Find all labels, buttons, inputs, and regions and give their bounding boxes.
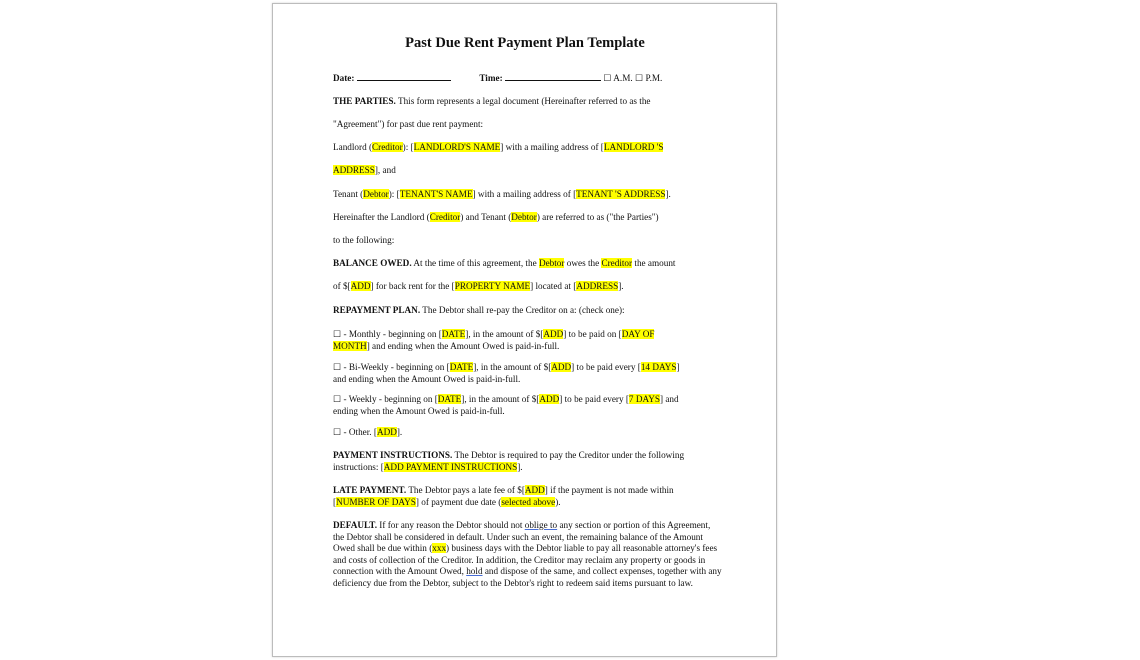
highlight-xxx: xxx [432, 543, 447, 553]
highlight-payment-instructions: ADD PAYMENT INSTRUCTIONS [383, 461, 518, 472]
date-blank[interactable] [357, 72, 451, 81]
landlord-line-1: Landlord (Creditor): [LANDLORD'S NAME] with a mailing address of [LANDLORD 'S [333, 142, 664, 152]
document-title: Past Due Rent Payment Plan Template [405, 35, 645, 51]
late-payment: LATE PAYMENT. The Debtor pays a late fee of $[ADD] if the payment is not made within [NUMBER OF DAYS] of payment due date (selected above). [333, 485, 674, 507]
highlight-property: PROPERTY NAME [454, 281, 531, 291]
date-time-line [333, 72, 662, 85]
balance-line-1: BALANCE OWED. At the time of this agreement, the Debtor owes the Creditor the amount [333, 258, 676, 268]
other-option[interactable]: ☐ - Other. [ADD]. [333, 427, 403, 437]
date-label: Date: [333, 73, 355, 83]
default-heading: DEFAULT. [333, 520, 377, 530]
highlight-number-of-days: NUMBER OF DAYS [336, 496, 416, 507]
highlight-creditor: Creditor [372, 142, 403, 152]
document-page [272, 3, 777, 657]
highlight-debtor: Debtor [363, 189, 389, 199]
highlight-address: ADDRESS [576, 281, 619, 291]
payment-instructions: PAYMENT INSTRUCTIONS. The Debtor is required to pay the Creditor under the following instructions: [ADD PAYMENT INSTRUCTIONS]. [333, 450, 685, 472]
balance-line-2: of $[ADD] for back rent for the [PROPERTY NAME] located at [ADDRESS]. [333, 281, 624, 291]
instructions-heading: PAYMENT INSTRUCTIONS. [333, 450, 453, 460]
repayment-heading: REPAYMENT PLAN. [333, 305, 421, 315]
following-line: to the following: [333, 235, 395, 245]
landlord-line-2: ADDRESS], and [333, 165, 396, 175]
weekly-option[interactable]: ☐ - Weekly - beginning on [DATE], in the amount of $[ADD] to be paid every [7 DAYS] and ending when the Amount Owed is paid-in-full. [333, 394, 679, 416]
highlight-landlord-name: LANDLORD'S NAME [413, 142, 501, 152]
balance-heading: BALANCE OWED. [333, 258, 412, 268]
time-label: Time: [479, 73, 503, 83]
repayment-line: REPAYMENT PLAN. The Debtor shall re-pay the Creditor on a: (check one): [333, 305, 625, 315]
highlight-tenant-address: TENANT 'S ADDRESS [576, 189, 666, 199]
highlight-tenant-name: TENANT'S NAME [399, 189, 473, 199]
highlight-landlord-address: LANDLORD 'S [603, 142, 664, 152]
hereinafter-line: Hereinafter the Landlord (Creditor) and Tenant (Debtor) are referred to as ("the Parties") [333, 212, 659, 222]
monthly-option[interactable]: ☐ - Monthly - beginning on [DATE], in the amount of $[ADD] to be paid on [DAY OF MONTH] and ending when the Amount Owed is paid-in-full. [333, 329, 655, 351]
highlight-selected-above: selected above [501, 496, 556, 507]
parties-line-1 [333, 96, 651, 108]
parties-text-1: This form represents a legal document (Hereinafter referred to as the [397, 96, 651, 106]
late-heading: LATE PAYMENT. [333, 485, 407, 495]
ampm-checkboxes[interactable]: ☐ A.M. ☐ P.M. [603, 73, 663, 83]
highlight-landlord-address-2: ADDRESS [333, 165, 375, 175]
biweekly-option[interactable]: ☐ - Bi-Weekly - beginning on [DATE], in the amount of $[ADD] to be paid every [14 DAYS] and ending when the Amount Owed is paid-in-full. [333, 362, 680, 384]
parties-heading: THE PARTIES. [333, 96, 396, 106]
default-paragraph: DEFAULT. If for any reason the Debtor should not oblige to any section or portion of this Agreement, the Debtor shall be considered in default. Under such an event, the remaining balance of the Amount Owed shall be due within (xxx) business days with the Debtor liable to pay all reasonable attorney's fees and costs of collection of the Creditor. In addition, the Creditor may reclaim any property or goods in connection with the Amount Owed, hold and dispose of the same, and collect expenses, together with any deficiency due from the Debtor, subject to the Debtor's right to redeem said items pursuant to law. [333, 520, 722, 588]
tenant-line: Tenant (Debtor): [TENANT'S NAME] with a mailing address of [TENANT 'S ADDRESS]. [333, 189, 671, 199]
parties-line-2: "Agreement") for past due rent payment: [333, 119, 484, 129]
grammar-flag-hold: hold [466, 566, 483, 576]
time-blank[interactable] [505, 72, 601, 81]
grammar-flag: oblige to [524, 520, 558, 530]
